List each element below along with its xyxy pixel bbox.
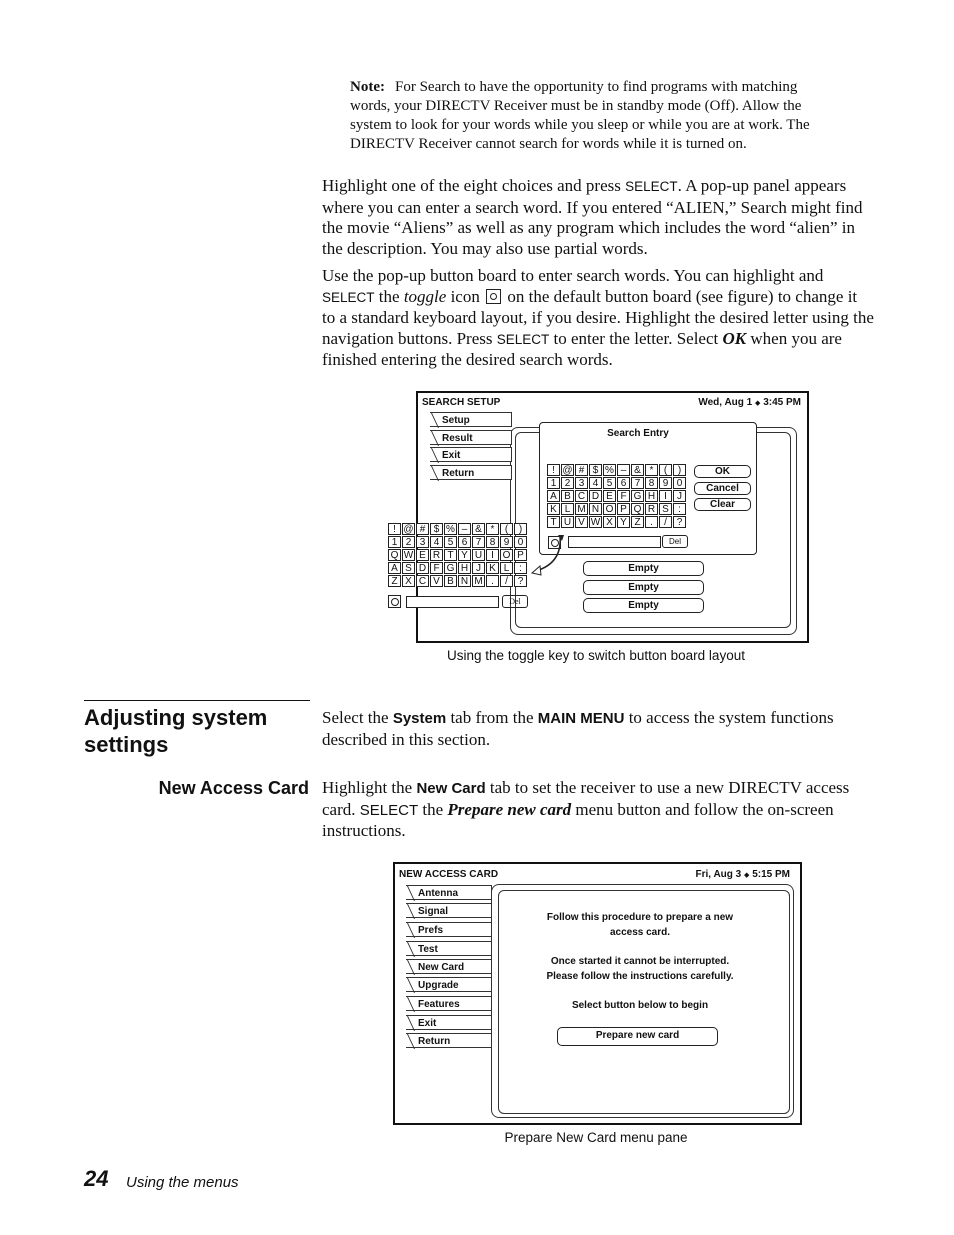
para1-select: SELECT [625, 179, 678, 194]
screen-datetime: Fri, Aug 3 ◆ 5:15 PM [695, 869, 790, 880]
key[interactable]: / [659, 516, 672, 528]
tab-return[interactable]: Return [406, 1033, 492, 1048]
key[interactable]: X [402, 575, 415, 587]
cancel-button[interactable]: Cancel [694, 482, 751, 495]
instruction-line: Once started it cannot be interrupted. [550, 956, 730, 967]
key[interactable]: – [617, 464, 630, 476]
clear-button[interactable]: Clear [694, 498, 751, 511]
subsection-heading: New Access Card [158, 778, 309, 798]
key[interactable]: – [458, 523, 471, 535]
key[interactable]: O [603, 503, 616, 515]
section-rule [84, 700, 310, 701]
key[interactable]: # [416, 523, 429, 535]
key[interactable]: 7 [472, 536, 485, 548]
key[interactable]: 1 [388, 536, 401, 548]
key[interactable]: * [645, 464, 658, 476]
paragraph-highlight-choices [322, 176, 874, 259]
key[interactable]: L [561, 503, 574, 515]
key[interactable]: 8 [486, 536, 499, 548]
sub-prepare: Prepare new card [447, 799, 572, 819]
screen-title: NEW ACCESS CARD [399, 869, 499, 880]
key[interactable]: ( [659, 464, 672, 476]
key[interactable]: ? [673, 516, 686, 528]
qwerty-button-board [388, 523, 530, 610]
curved-arrow-icon [526, 533, 566, 581]
sub-new-card: New Card [416, 780, 486, 797]
instruction-line: Please follow the instructions carefully. [546, 971, 734, 982]
tab-exit[interactable]: Exit [406, 1015, 492, 1030]
intro-text-a: Select the [322, 708, 393, 727]
key[interactable]: D [589, 490, 602, 502]
key[interactable]: Y [458, 549, 471, 561]
toggle-icon[interactable] [388, 595, 401, 608]
sub-text-d: menu button and follow the on-screen instructions. [322, 799, 834, 840]
key[interactable]: ? [514, 575, 527, 587]
key[interactable]: Y [617, 516, 630, 528]
key[interactable]: 9 [659, 477, 672, 489]
key[interactable]: M [575, 503, 588, 515]
para2-text-c: icon [446, 286, 485, 306]
figure1-caption: Using the toggle key to switch button board layout [447, 648, 745, 663]
key[interactable]: ( [500, 523, 513, 535]
instruction-line: Select button below to begin [571, 1000, 709, 1011]
key[interactable]: U [561, 516, 574, 528]
tab-signal[interactable]: Signal [406, 903, 492, 918]
instruction-line: Follow this procedure to prepare a new [546, 912, 734, 923]
key[interactable]: ! [547, 464, 560, 476]
key[interactable]: W [403, 550, 414, 561]
key[interactable]: 3 [416, 536, 429, 548]
figure2-caption: Prepare New Card menu pane [504, 1130, 688, 1145]
tab-result[interactable]: Result [430, 430, 512, 445]
screen-title: SEARCH SETUP [422, 397, 501, 408]
default-button-board [547, 464, 686, 528]
key[interactable]: C [416, 575, 429, 587]
key[interactable]: I [486, 549, 499, 561]
del-button[interactable]: Del [502, 595, 528, 608]
para2-text-a: Use the pop-up button board to enter search words. You can highlight and [322, 266, 824, 285]
key[interactable]: & [631, 464, 644, 476]
key[interactable]: 0 [673, 477, 686, 489]
page-number: 24 [84, 1166, 109, 1191]
key[interactable]: E [416, 549, 429, 561]
key[interactable]: K [486, 562, 499, 574]
instructions [515, 910, 765, 1013]
key[interactable]: & [472, 523, 485, 535]
key[interactable]: N [589, 503, 602, 515]
empty-slot-button[interactable]: Empty [583, 580, 704, 595]
key[interactable]: U [472, 549, 485, 561]
key[interactable]: G [444, 562, 457, 574]
key[interactable]: $ [430, 523, 443, 535]
key[interactable]: S [659, 503, 672, 515]
search-entry-popup [539, 422, 757, 555]
new-access-card-screen [393, 862, 802, 1125]
key[interactable]: ! [388, 523, 401, 535]
key[interactable]: F [430, 562, 443, 574]
key[interactable]: S [402, 562, 415, 574]
key[interactable]: A [547, 490, 560, 502]
key[interactable]: 0 [514, 536, 527, 548]
key[interactable]: 6 [458, 536, 471, 548]
tab-exit[interactable]: Exit [430, 447, 512, 462]
key[interactable]: M [472, 575, 485, 587]
tab-antenna[interactable]: Antenna [406, 885, 492, 900]
para2-text-b: the [374, 286, 404, 306]
key[interactable]: X [603, 516, 616, 528]
intro-system: System [392, 710, 447, 727]
key[interactable]: # [575, 464, 588, 476]
key[interactable]: 3 [575, 477, 588, 489]
key[interactable]: V [575, 516, 588, 528]
screen-datetime: Wed, Aug 1 ◆ 3:45 PM [698, 397, 801, 408]
para2-text-d: on the default button board (see figure) to change it to a standard keyboard layout, if you desire. Highlight the desired letter using the navigation buttons. Press [322, 286, 874, 348]
key[interactable]: T [547, 516, 560, 528]
key[interactable]: J [673, 490, 686, 502]
key[interactable]: A [388, 562, 401, 574]
key[interactable]: Z [631, 516, 644, 528]
intro-text-c: to access the system functions described in this section. [322, 708, 834, 749]
key[interactable]: V [430, 575, 443, 587]
note [350, 78, 840, 154]
sub-text-c: the [418, 799, 448, 819]
tab-setup[interactable]: Setup [430, 412, 512, 427]
key[interactable]: P [617, 503, 630, 515]
key[interactable]: J [472, 562, 485, 574]
para2-ok: OK [722, 328, 747, 348]
key[interactable]: 5 [603, 477, 616, 489]
para2-select-1: SELECT [322, 289, 375, 305]
key[interactable]: L [500, 562, 513, 574]
empty-slot-button[interactable]: Empty [583, 598, 704, 613]
tab-features[interactable]: Features [406, 996, 492, 1011]
key[interactable]: B [561, 490, 574, 502]
para1-text-a: Highlight one of the eight choices and press [322, 176, 626, 195]
sub-select: SELECT [359, 801, 419, 819]
key[interactable]: O [500, 549, 513, 561]
key[interactable]: 2 [402, 536, 415, 548]
key[interactable]: C [575, 490, 588, 502]
para1-text-b: . A pop-up panel appears where you can enter a search word. If you entered “ALIEN,” Search might find the movie “Aliens” as well as any program which includes the word “alien” in the description. You may also use partial words. [322, 176, 863, 258]
key[interactable]: D [416, 562, 429, 574]
para2-text-f: when you are finished entering the desired search words. [322, 328, 842, 369]
key[interactable]: T [444, 549, 457, 561]
key[interactable]: 4 [589, 477, 602, 489]
key[interactable]: $ [589, 464, 602, 476]
footer-section: Using the menus [126, 1174, 239, 1191]
key[interactable]: R [645, 503, 658, 515]
popup-title: Search Entry [607, 428, 669, 439]
key[interactable]: ) [673, 464, 686, 476]
tab-prefs[interactable]: Prefs [406, 922, 492, 937]
key[interactable]: F [617, 490, 630, 502]
para2-text-e: to enter the letter. Select [549, 328, 723, 348]
search-text-field[interactable] [568, 536, 661, 548]
key[interactable]: 2 [561, 477, 574, 489]
key[interactable]: 4 [430, 536, 443, 548]
key[interactable]: W [590, 517, 601, 528]
key[interactable]: 9 [500, 536, 513, 548]
qwerty-keys [388, 523, 527, 587]
tab-test[interactable]: Test [406, 941, 492, 956]
intro-text-b: tab from the [446, 708, 538, 727]
key[interactable]: 8 [645, 477, 658, 489]
key[interactable]: E [603, 490, 616, 502]
sub-text-b: tab to set the receiver to use a new DIRECTV access card. [322, 778, 850, 819]
ok-button[interactable]: OK [694, 465, 751, 478]
key[interactable]: . [486, 575, 499, 587]
key[interactable]: @ [562, 465, 573, 476]
tab-new-card[interactable]: New Card [406, 959, 492, 974]
key[interactable]: / [500, 575, 513, 587]
key[interactable]: . [645, 516, 658, 528]
section-intro [322, 708, 874, 750]
key[interactable]: B [444, 575, 457, 587]
key[interactable]: P [514, 549, 527, 561]
toggle-icon [486, 289, 501, 304]
qwerty-text-field[interactable] [406, 596, 499, 608]
key[interactable]: 6 [617, 477, 630, 489]
note-label: Note: [350, 79, 385, 95]
key[interactable]: 7 [631, 477, 644, 489]
key[interactable]: 1 [547, 477, 560, 489]
screen-date: Wed, Aug 1 [698, 397, 753, 408]
key[interactable]: I [659, 490, 672, 502]
section-heading: Adjusting system settings [84, 705, 268, 757]
del-button[interactable]: Del [662, 535, 688, 548]
key[interactable]: N [458, 575, 471, 587]
key[interactable]: ) [514, 523, 527, 535]
key[interactable]: Z [388, 575, 401, 587]
screen-time: 3:45 PM [763, 397, 801, 408]
key[interactable]: Q [388, 549, 401, 561]
key[interactable]: Q [631, 503, 644, 515]
key[interactable]: : [514, 562, 527, 574]
para2-toggle-word: toggle [403, 286, 447, 306]
key[interactable]: : [673, 503, 686, 515]
tab-return[interactable]: Return [430, 465, 512, 480]
empty-slot-button[interactable]: Empty [583, 561, 704, 576]
key[interactable]: K [547, 503, 560, 515]
intro-main-menu: MAIN MENU [537, 710, 625, 727]
sub-text-a: Highlight the [322, 778, 417, 797]
key[interactable]: * [486, 523, 499, 535]
para2-select-2: SELECT [496, 331, 550, 347]
prepare-new-card-button[interactable]: Prepare new card [557, 1027, 718, 1046]
key[interactable]: G [631, 490, 644, 502]
subsection-text [322, 778, 874, 842]
key[interactable]: @ [403, 524, 414, 535]
key[interactable]: H [458, 562, 471, 574]
note-text: For Search to have the opportunity to find programs with matching words, your DIRECTV Receiver must be in standby mode (Off). Allow the system to look for your words while you sleep or while you are at work. The DIRECTV Receiver cannot search for words while it is turned on. [350, 79, 810, 152]
key[interactable]: R [430, 549, 443, 561]
screen-date: Fri, Aug 3 [695, 869, 742, 880]
screen-time: 5:15 PM [752, 869, 790, 880]
key[interactable]: % [603, 464, 616, 476]
paragraph-button-board [322, 266, 874, 371]
instruction-line: access card. [609, 927, 671, 938]
key[interactable]: % [444, 523, 457, 535]
key[interactable]: H [645, 490, 658, 502]
key[interactable]: 5 [444, 536, 457, 548]
tab-upgrade[interactable]: Upgrade [406, 977, 492, 992]
